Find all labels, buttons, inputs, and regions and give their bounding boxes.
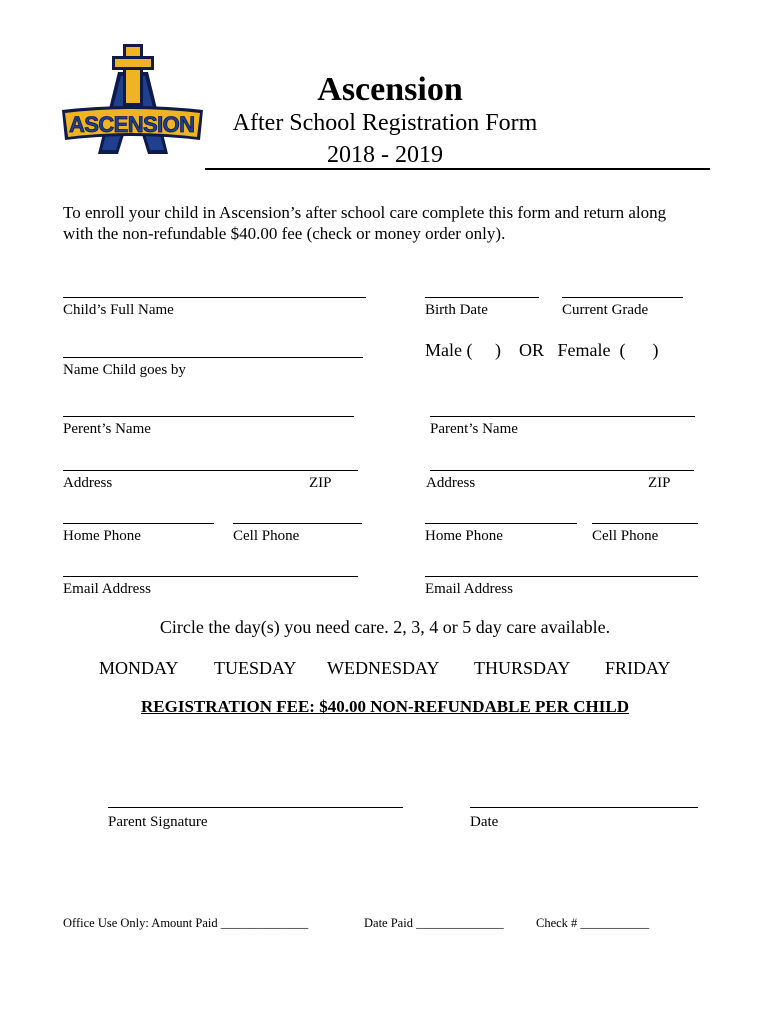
logo-text: ASCENSION <box>69 112 195 137</box>
parent2-email-field[interactable] <box>425 576 698 577</box>
day-wednesday[interactable]: WEDNESDAY <box>327 658 440 678</box>
office-amount-paid: Office Use Only: Amount Paid ______________ <box>63 916 309 930</box>
birth-date-label: Birth Date <box>425 302 488 318</box>
parent1-address-field[interactable] <box>63 470 358 471</box>
signature-date-label: Date <box>470 814 499 830</box>
parent2-cell-phone-field[interactable] <box>592 523 698 524</box>
current-grade-label: Current Grade <box>562 302 649 318</box>
name-child-goes-by-label: Name Child goes by <box>63 362 186 378</box>
parent1-email-label: Email Address <box>63 581 151 597</box>
parent1-name-field[interactable] <box>63 416 354 417</box>
child-full-name-label: Child’s Full Name <box>63 302 174 318</box>
parent2-email-label: Email Address <box>425 581 513 597</box>
signature-date-field[interactable] <box>470 807 698 808</box>
parent2-zip-label: ZIP <box>648 475 671 491</box>
parent2-home-phone-field[interactable] <box>425 523 577 524</box>
parent2-home-phone-label: Home Phone <box>425 528 503 544</box>
parent1-home-phone-field[interactable] <box>63 523 214 524</box>
registration-fee-notice: REGISTRATION FEE: $40.00 NON-REFUNDABLE PER CHILD <box>140 697 629 716</box>
parent2-name-label: Parent’s Name <box>430 421 518 437</box>
school-year: 2018 - 2019 <box>327 142 443 168</box>
parent1-name-label: Perent’s Name <box>63 421 151 437</box>
page-title: Ascension <box>317 71 463 108</box>
office-check-number: Check # ___________ <box>536 916 650 930</box>
child-full-name-field[interactable] <box>63 297 366 298</box>
birth-date-field[interactable] <box>425 297 539 298</box>
parent1-home-phone-label: Home Phone <box>63 528 141 544</box>
parent-signature-label: Parent Signature <box>108 814 208 830</box>
parent2-address-label: Address <box>426 475 476 491</box>
parent-signature-field[interactable] <box>108 807 403 808</box>
parent1-cell-phone-label: Cell Phone <box>233 528 300 544</box>
parent2-name-field[interactable] <box>430 416 695 417</box>
parent1-address-label: Address <box>63 475 113 491</box>
intro-line-2: with the non-refundable $40.00 fee (check or money order only). <box>63 224 506 243</box>
parent1-zip-label: ZIP <box>309 475 332 491</box>
header-rule <box>205 168 710 170</box>
parent2-cell-phone-label: Cell Phone <box>592 528 659 544</box>
day-thursday[interactable]: THURSDAY <box>474 658 571 678</box>
day-friday[interactable]: FRIDAY <box>605 658 671 678</box>
day-tuesday[interactable]: TUESDAY <box>214 658 297 678</box>
form-subtitle: After School Registration Form <box>232 110 538 136</box>
days-instruction: Circle the day(s) you need care. 2, 3, 4 or 5 day care available. <box>159 617 611 637</box>
day-monday[interactable]: MONDAY <box>99 658 179 678</box>
parent1-cell-phone-field[interactable] <box>233 523 362 524</box>
name-child-goes-by-field[interactable] <box>63 357 363 358</box>
office-date-paid: Date Paid ______________ <box>364 916 504 930</box>
gender-selector[interactable]: Male ( ) OR Female ( ) <box>425 340 659 360</box>
parent2-address-field[interactable] <box>430 470 694 471</box>
current-grade-field[interactable] <box>562 297 683 298</box>
intro-line-1: To enroll your child in Ascension’s after school care complete this form and return along <box>63 203 667 222</box>
parent1-email-field[interactable] <box>63 576 358 577</box>
